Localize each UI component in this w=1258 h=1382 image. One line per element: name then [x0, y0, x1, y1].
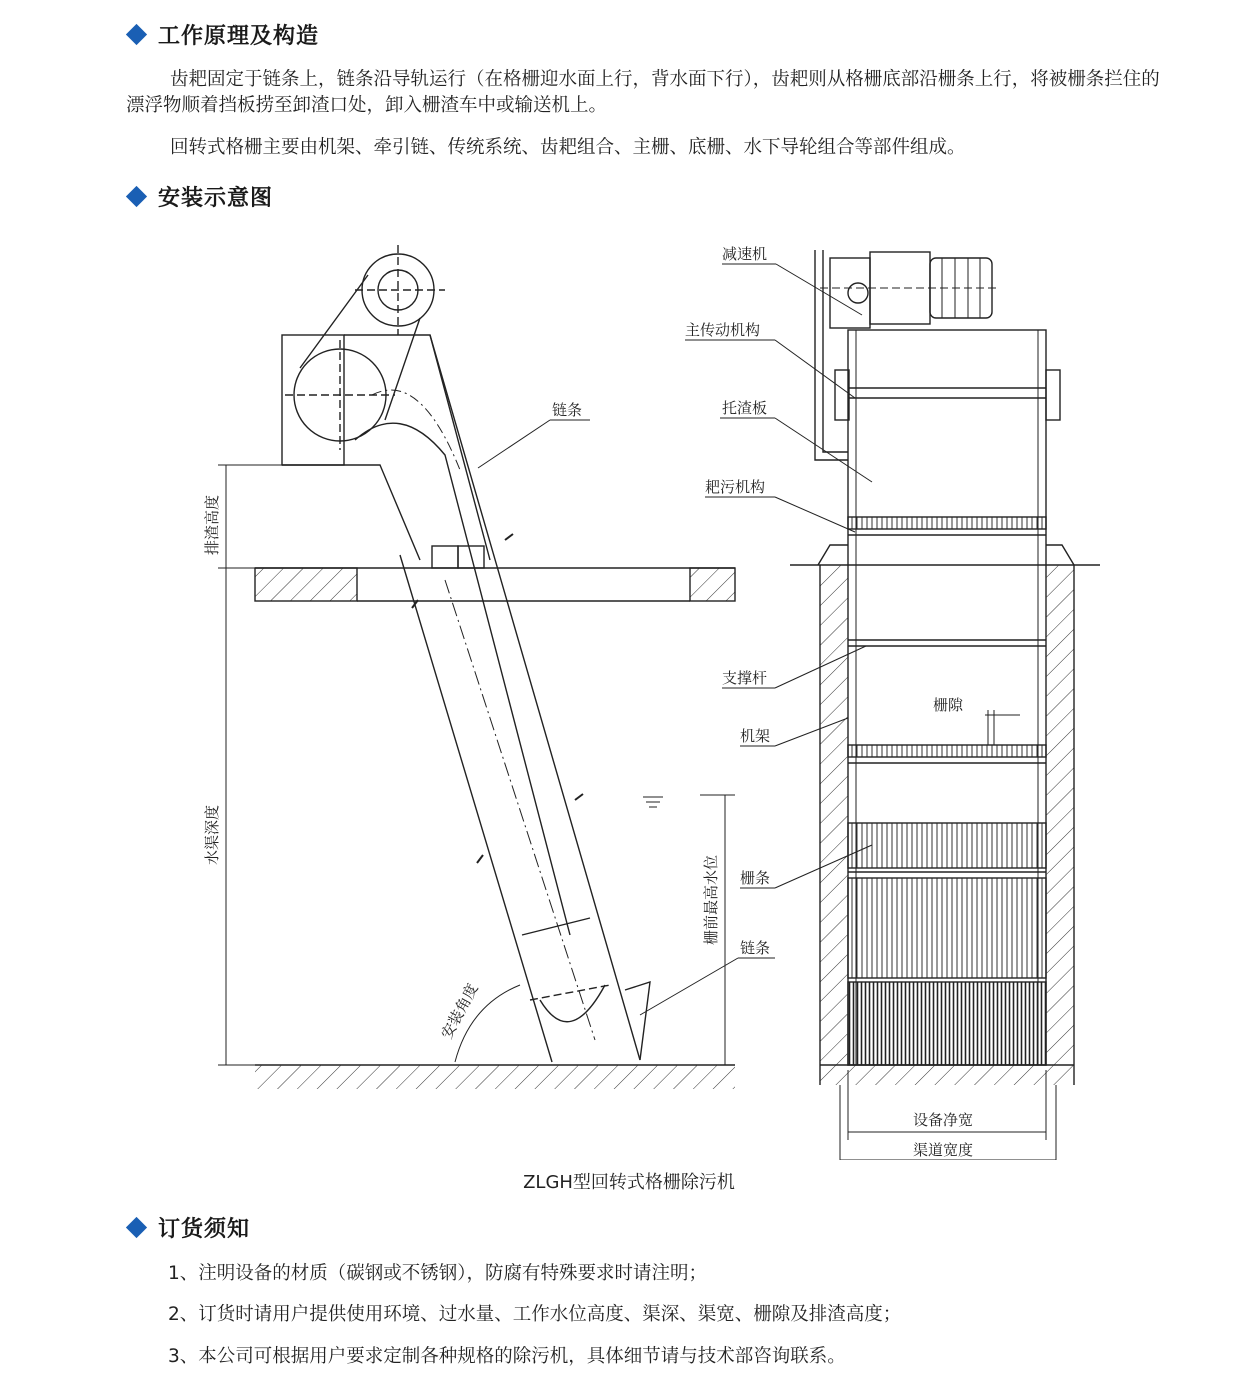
head-frame-left: [282, 465, 420, 560]
order-item-2: 2、订货时请用户提供使用环境、过水量、工作水位高度、渠深、渠宽、栅隙及排渣高度；: [168, 1304, 902, 1325]
label-discharge-height: 排渣高度: [203, 494, 221, 555]
label-net-width: 设备净宽: [913, 1111, 974, 1129]
label-rake: 耙污机构: [705, 478, 766, 496]
channel-bottom: [255, 1065, 735, 1089]
drive-housing: [282, 335, 344, 465]
section-title: 安装示意图: [158, 185, 274, 211]
chain-inner-line: [355, 423, 570, 935]
section-title: 工作原理及构造: [158, 23, 320, 49]
diamond-bullet-icon: [126, 23, 147, 44]
front-view: [685, 250, 1100, 1160]
installation-diagram: [0, 220, 1258, 1160]
channel-wall-left: [820, 565, 848, 1065]
diamond-bullet-icon: [126, 1216, 147, 1237]
diagram-caption: ZLGH型回转式格栅除污机: [523, 1172, 735, 1193]
order-item-1: 1、注明设备的材质（碳钢或不锈钢），防腐有特殊要求时请注明；: [168, 1263, 708, 1284]
section-heading-install: [126, 179, 273, 213]
principle-paragraph-2: 回转式格栅主要由机架、牵引链、传统系统、齿耙组合、主栅、底栅、水下导轮组合等部件组成。: [170, 137, 966, 158]
drive-arm: [300, 275, 420, 420]
grid-bars-upper: [848, 823, 1046, 868]
label-install-angle: 安装角度: [437, 980, 482, 1042]
label-frame: 机架: [740, 727, 771, 745]
lower-sprocket: [540, 985, 605, 1022]
diamond-bullet-icon: [126, 185, 147, 206]
principle-paragraph-1: 齿耙固定于链条上，链条沿导轨运行（在格栅迎水面上行，背水面下行），齿耙则从格栅底部沿栅条上行，将被栅条拦住的漂浮物顺着挡板捞至卸渣口处，卸入栅渣车中或输送机上。: [126, 69, 1160, 116]
reducer-box: [830, 258, 870, 328]
section-heading-order: [126, 1210, 250, 1244]
grid-bars-mid: [848, 878, 1046, 978]
frame-right-edge: [430, 335, 640, 1060]
order-item-3: 3、本公司可根据用户要求定制各种规格的除污机，具体细节请与技术部咨询联系。: [168, 1346, 846, 1367]
label-main-drive: 主传动机构: [685, 321, 761, 339]
grid-bars-lower: [848, 982, 1046, 1065]
label-channel-depth: 水渠深度: [203, 804, 221, 865]
rake-comb-2: [848, 745, 1046, 757]
section-heading-principle: [126, 17, 319, 51]
rake-comb: [848, 517, 1046, 529]
section-title: 订货须知: [158, 1216, 251, 1242]
label-gap: 栅隙: [933, 696, 964, 714]
side-view: [218, 245, 775, 1089]
label-grid-bar: 栅条: [740, 869, 771, 887]
drive-bracket: [815, 250, 848, 460]
floor-bracket-1: [432, 546, 458, 568]
label-support-rod: 支撑杆: [722, 669, 768, 687]
front-channel-bottom: [820, 1065, 1074, 1085]
label-chain-bottom: 链条: [740, 939, 771, 957]
channel-wall-right: [1046, 565, 1074, 1065]
label-chain-top: 链条: [552, 401, 583, 419]
label-reducer: 减速机: [722, 245, 768, 263]
label-max-water-level: 栅前最高水位: [702, 854, 720, 945]
head-frame-right: [344, 335, 490, 560]
label-channel-width: 渠道宽度: [913, 1141, 974, 1159]
floor-slab-left: [255, 568, 357, 601]
label-slag-plate: 托渣板: [722, 399, 768, 417]
floor-slab-right: [690, 568, 735, 601]
